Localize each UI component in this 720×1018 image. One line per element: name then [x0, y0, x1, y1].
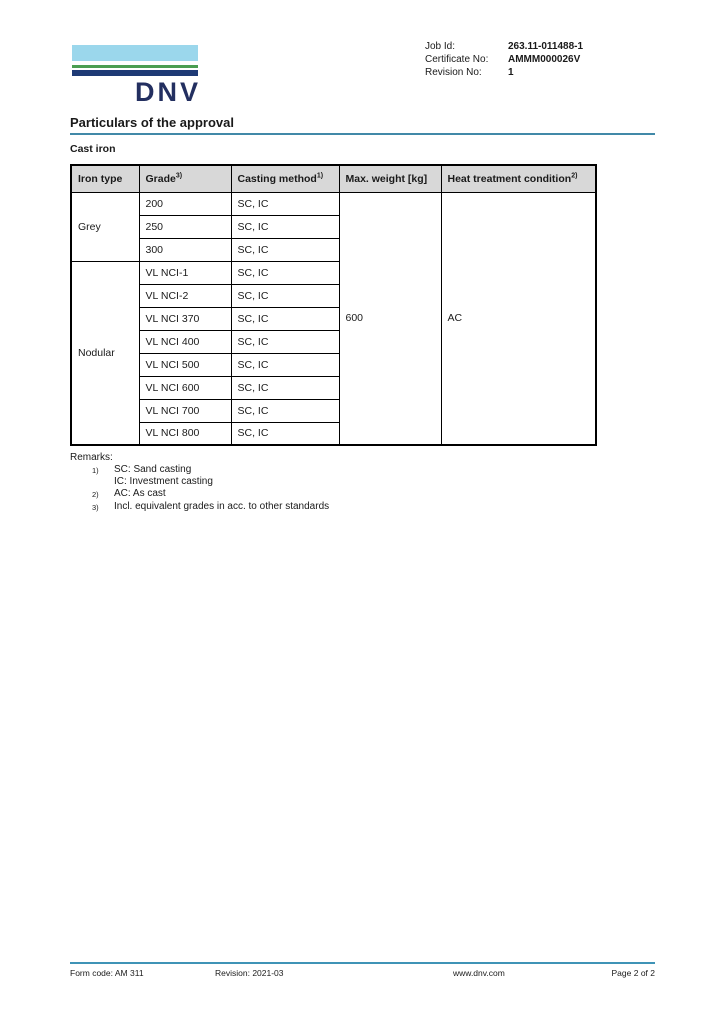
col-header-iron-type: [71, 165, 139, 192]
remark-item-2: [70, 488, 329, 501]
col-header-max-weight-label: Max. weight [kg]: [345, 172, 428, 185]
footer-website: www.dnv.com: [453, 968, 505, 978]
footer-page-number: Page 2 of 2: [611, 968, 655, 978]
cell-heat-treatment: AC: [441, 192, 596, 445]
remark-3-text: [114, 501, 329, 514]
col-header-casting-method: [231, 165, 339, 192]
remark-1-marker: 1): [92, 466, 99, 475]
remark-1-line-1: SC: Sand casting: [114, 464, 192, 475]
cell-casting-method: SC, IC: [231, 307, 339, 330]
footer-rule: [70, 962, 655, 964]
cell-casting-method: SC, IC: [231, 422, 339, 445]
logo-stripe-green: [72, 65, 198, 68]
remark-3-line-1: Incl. equivalent grades in acc. to other standards: [114, 501, 330, 512]
dnv-logo: [72, 45, 201, 107]
footer-revision: Revision: 2021-03: [215, 968, 284, 978]
cell-grade: VL NCI 370: [139, 307, 231, 330]
logo-stripe-lightblue: [72, 45, 198, 61]
cell-casting-method: SC, IC: [231, 261, 339, 284]
job-id-label: Job Id:: [425, 41, 456, 52]
revision-no-label: Revision No:: [425, 67, 482, 78]
table-header-row: [71, 165, 596, 192]
certificate-no-label: Certificate No:: [425, 54, 489, 65]
col-header-grade-label: Grade: [145, 172, 176, 185]
cell-grade: VL NCI 400: [139, 330, 231, 353]
col-header-grade: [139, 165, 231, 192]
remark-3-marker: 3): [92, 503, 99, 512]
cell-casting-method: SC, IC: [231, 284, 339, 307]
table-row: [71, 192, 596, 215]
remark-item-3: [70, 501, 329, 514]
certificate-info: [425, 40, 583, 79]
cell-casting-method: SC, IC: [231, 376, 339, 399]
remark-1-line-2: IC: Investment casting: [114, 476, 213, 487]
cell-casting-method: SC, IC: [231, 238, 339, 261]
col-header-heat-treatment: [441, 165, 596, 192]
cell-grade: 200: [139, 192, 231, 215]
remark-2-text: [114, 488, 329, 501]
footer-form-code: Form code: AM 311: [70, 968, 144, 978]
certificate-no-row: [425, 53, 583, 66]
col-header-heat-treatment-sup: 2): [571, 172, 578, 180]
job-id-value: 263.11-011488-1: [508, 41, 584, 52]
cell-grade: 250: [139, 215, 231, 238]
col-header-heat-treatment-label: Heat treatment condition: [447, 172, 572, 185]
cell-grade: VL NCI 500: [139, 353, 231, 376]
col-header-casting-method-sup: 1): [316, 172, 324, 180]
cell-iron-type-nodular: Nodular: [71, 261, 139, 445]
cell-grade: 300: [139, 238, 231, 261]
approval-table: [70, 164, 597, 446]
certificate-no-value: AMMM000026V: [508, 54, 581, 65]
remark-1-text: [114, 464, 329, 488]
cell-casting-method: SC, IC: [231, 353, 339, 376]
remarks-title: Remarks:: [70, 452, 113, 463]
dnv-logo-text: DNV: [134, 77, 201, 107]
remark-2-line-1: AC: As cast: [114, 488, 166, 499]
cell-grade: VL NCI 600: [139, 376, 231, 399]
cell-casting-method: SC, IC: [231, 330, 339, 353]
job-id-row: [425, 40, 583, 53]
remark-item-1: [70, 464, 329, 488]
cell-grade: VL NCI-2: [139, 284, 231, 307]
col-header-iron-type-label: Iron type: [78, 172, 123, 185]
footer: [0, 968, 720, 980]
section-title: Particulars of the approval: [70, 115, 655, 135]
cell-casting-method: SC, IC: [231, 399, 339, 422]
remarks-section: [70, 452, 329, 514]
revision-no-row: [425, 66, 583, 79]
remark-2-marker: 2): [92, 490, 99, 499]
revision-no-value: 1: [508, 67, 514, 78]
col-header-max-weight: [339, 165, 441, 192]
cell-iron-type-grey: Grey: [71, 192, 139, 261]
cell-casting-method: SC, IC: [231, 215, 339, 238]
logo-stripe-navy: [72, 70, 198, 76]
col-header-grade-sup: 3): [175, 172, 183, 180]
col-header-casting-method-label: Casting method: [237, 172, 317, 185]
cell-grade: VL NCI-1: [139, 261, 231, 284]
cell-grade: VL NCI 800: [139, 422, 231, 445]
cell-casting-method: SC, IC: [231, 192, 339, 215]
cell-grade: VL NCI 700: [139, 399, 231, 422]
cell-max-weight: 600: [339, 192, 441, 445]
section-subtitle: Cast iron: [70, 143, 116, 155]
